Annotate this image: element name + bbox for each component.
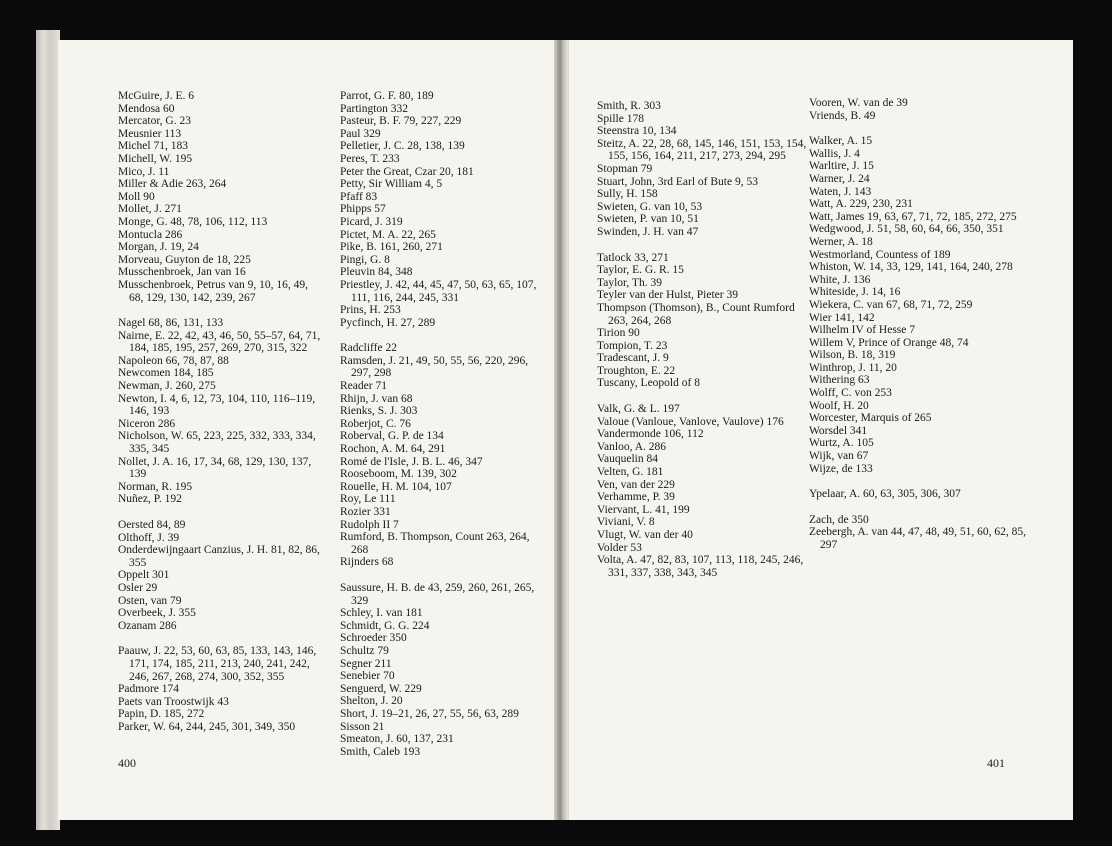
index-entry: Musschenbroek, Jan van 16 — [118, 266, 246, 279]
index-entry: Picard, J. 319 — [340, 215, 403, 228]
index-entry: Watt, James 19, 63, 67, 71, 72, 185, 272, 275 — [809, 210, 1017, 223]
index-entry: Rooseboom, M. 139, 302 — [340, 468, 457, 481]
index-letter-gap — [809, 122, 1034, 135]
index-entry: Warltire, J. 15 — [809, 160, 874, 173]
index-entry: Priestley, J. 42, 44, 45, 47, 50, 63, 65, 107, 111, 116, 244, 245, 331 — [340, 278, 537, 304]
index-entry: Valk, G. & L. 197 — [597, 403, 680, 416]
index-letter-gap — [597, 239, 812, 252]
index-entry: Smith, R. 303 — [597, 100, 661, 112]
index-entry: Winthrop, J. 11, 20 — [809, 361, 897, 374]
index-entry: Phipps 57 — [340, 203, 386, 216]
index-entry: Woolf, H. 20 — [809, 399, 869, 412]
index-entry: Smith, Caleb 193 — [340, 745, 421, 758]
index-entry: Schultz 79 — [340, 644, 389, 657]
index-entry: Steenstra 10, 134 — [597, 125, 677, 138]
index-entry: Taylor, Th. 39 — [597, 276, 662, 289]
index-entry: Paauw, J. 22, 53, 60, 63, 85, 133, 143, 146, 171, 174, 185, 211, 213, 240, 241, 242, 246, 267, 268, 274, 300, 352, 355 — [118, 645, 317, 683]
index-entry: Roberval, G. P. de 134 — [340, 430, 444, 443]
index-entry: Whiston, W. 14, 33, 129, 141, 164, 240, 278 — [809, 261, 1013, 274]
index-entry: Ypelaar, A. 60, 63, 305, 306, 307 — [809, 488, 961, 501]
index-entry: Valoue (Vanloue, Vanlove, Vaulove) 176 — [597, 415, 784, 428]
index-entry: Volder 53 — [597, 541, 642, 554]
index-entry: Ramsden, J. 21, 49, 50, 55, 56, 220, 296, 297, 298 — [340, 354, 529, 380]
right-index-column-2 — [809, 97, 1034, 552]
index-entry: Wurtz, A. 105 — [809, 437, 874, 450]
index-entry: Watt, A. 229, 230, 231 — [809, 198, 913, 211]
index-entry: Rienks, S. J. 303 — [340, 405, 418, 418]
index-entry: Wijze, de 133 — [809, 462, 873, 475]
index-entry: Meusnier 113 — [118, 127, 182, 140]
index-entry: Swinden, J. H. van 47 — [597, 225, 699, 238]
index-entry: Peter the Great, Czar 20, 181 — [340, 165, 474, 178]
index-letter-gap — [118, 506, 323, 519]
index-entry: Partington 332 — [340, 102, 409, 115]
index-entry: Morveau, Guyton de 18, 225 — [118, 253, 251, 266]
index-entry: Monge, G. 48, 78, 106, 112, 113 — [118, 215, 268, 228]
index-entry: Rouelle, H. M. 104, 107 — [340, 480, 452, 493]
index-entry: Padmore 174 — [118, 683, 180, 696]
index-entry: Wiekera, C. van 67, 68, 71, 72, 259 — [809, 298, 973, 311]
index-entry: Shelton, J. 20 — [340, 695, 403, 708]
index-entry: Short, J. 19–21, 26, 27, 55, 56, 63, 289 — [340, 707, 519, 720]
index-entry: Roy, Le 111 — [340, 493, 396, 506]
index-entry: Pasteur, B. F. 79, 227, 229 — [340, 115, 462, 128]
index-entry: Werner, A. 18 — [809, 235, 873, 248]
index-letter-gap — [809, 501, 1034, 514]
index-entry: Pike, B. 161, 260, 271 — [340, 241, 443, 254]
index-entry: Worcester, Marquis of 265 — [809, 412, 932, 425]
index-entry: Volta, A. 47, 82, 83, 107, 113, 118, 245, 246, 331, 337, 338, 343, 345 — [597, 554, 804, 579]
index-entry: Pfaff 83 — [340, 190, 378, 203]
index-entry: Rumford, B. Thompson, Count 263, 264, 268 — [340, 531, 530, 556]
index-entry: Saussure, H. B. de 43, 259, 260, 261, 265, 329 — [340, 581, 535, 607]
index-entry: Reader 71 — [340, 380, 387, 393]
left-page — [58, 40, 555, 820]
index-entry: Spille 178 — [597, 112, 644, 125]
index-entry: Nuñez, P. 192 — [118, 493, 182, 506]
index-entry: Rhijn, J. van 68 — [340, 392, 413, 405]
index-entry: Vooren, W. van de 39 — [809, 97, 908, 109]
index-entry: Verhamme, P. 39 — [597, 491, 675, 504]
index-entry: Tatlock 33, 271 — [597, 251, 669, 264]
index-entry: Osten, van 79 — [118, 594, 182, 607]
index-entry: Morgan, J. 19, 24 — [118, 241, 199, 254]
index-entry: Pelletier, J. C. 28, 138, 139 — [340, 140, 465, 153]
index-entry: Warner, J. 24 — [809, 172, 870, 185]
index-entry: Romé de l'Isle, J. B. L. 46, 347 — [340, 455, 483, 468]
index-entry: Sully, H. 158 — [597, 188, 658, 201]
index-entry: White, J. 136 — [809, 273, 871, 286]
index-entry: Mico, J. 11 — [118, 165, 170, 178]
index-entry: Wolff, C. von 253 — [809, 387, 892, 400]
index-entry: Paets van Troostwijk 43 — [118, 695, 229, 708]
index-entry: Wilhelm IV of Hesse 7 — [809, 324, 915, 337]
index-letter-gap — [118, 632, 323, 645]
index-entry: Oppelt 301 — [118, 569, 170, 582]
index-entry: Oersted 84, 89 — [118, 519, 186, 531]
index-entry: Viviani, V. 8 — [597, 516, 655, 529]
left-index-column-1 — [118, 90, 323, 734]
index-entry: Vriends, B. 49 — [809, 109, 876, 122]
index-entry: Rozier 331 — [340, 506, 391, 518]
index-entry: Nagel 68, 86, 131, 133 — [118, 317, 224, 330]
index-entry: Thompson (Thomson), B., Count Rumford 263, 264, 268 — [597, 301, 795, 327]
index-entry: Michell, W. 195 — [118, 152, 193, 165]
index-entry: Pingi, G. 8 — [340, 253, 390, 266]
index-entry: Teyler van der Hulst, Pieter 39 — [597, 289, 738, 302]
index-entry: Paul 329 — [340, 127, 381, 140]
index-entry: Schroeder 350 — [340, 632, 407, 645]
index-entry: Parker, W. 64, 244, 245, 301, 349, 350 — [118, 720, 296, 733]
index-entry: Zach, de 350 — [809, 513, 869, 526]
index-entry: Smeaton, J. 60, 137, 231 — [340, 733, 454, 746]
index-entry: Viervant, L. 41, 199 — [597, 503, 690, 516]
index-entry: Radcliffe 22 — [340, 342, 397, 355]
index-entry: Newcomen 184, 185 — [118, 367, 214, 380]
index-entry: Nairne, E. 22, 42, 43, 46, 50, 55–57, 64, 71, 184, 185, 195, 257, 269, 270, 315, 322 — [118, 329, 321, 355]
index-entry: Stopman 79 — [597, 162, 653, 175]
index-entry: Nicholson, W. 65, 223, 225, 332, 333, 334, 335, 345 — [118, 430, 316, 456]
index-entry: Tompion, T. 23 — [597, 339, 668, 352]
index-entry: Pleuvin 84, 348 — [340, 266, 413, 279]
index-entry: Vanloo, A. 286 — [597, 440, 666, 453]
index-entry: Westmorland, Countess of 189 — [809, 248, 951, 261]
index-entry: Velten, G. 181 — [597, 466, 664, 479]
index-letter-gap — [340, 329, 545, 342]
index-entry: Tuscany, Leopold of 8 — [597, 377, 700, 390]
index-entry: Tirion 90 — [597, 327, 640, 340]
right-index-column-1 — [597, 100, 812, 579]
index-entry: Norman, R. 195 — [118, 480, 193, 493]
index-entry: Segner 211 — [340, 657, 392, 670]
index-entry: Prins, H. 253 — [340, 304, 401, 317]
index-entry: Mercator, G. 23 — [118, 115, 191, 128]
index-entry: Tradescant, J. 9 — [597, 352, 669, 365]
index-entry: Troughton, E. 22 — [597, 364, 676, 377]
index-entry: Michel 71, 183 — [118, 140, 188, 153]
index-entry: Wedgwood, J. 51, 58, 60, 64, 66, 350, 351 — [809, 223, 1004, 236]
index-entry: Ven, van der 229 — [597, 478, 675, 491]
index-entry: Napoleon 66, 78, 87, 88 — [118, 354, 229, 367]
index-entry: Wilson, B. 18, 319 — [809, 349, 896, 362]
index-letter-gap — [118, 304, 323, 317]
index-entry: Olthoff, J. 39 — [118, 531, 180, 544]
index-entry: Schley, I. van 181 — [340, 607, 423, 620]
index-entry: Vauquelin 84 — [597, 453, 659, 466]
index-entry: Wallis, J. 4 — [809, 147, 860, 160]
index-entry: Parrot, G. F. 80, 189 — [340, 90, 434, 102]
index-entry: Waten, J. 143 — [809, 185, 872, 198]
index-entry: Pycfinch, H. 27, 289 — [340, 316, 436, 329]
index-entry: Wijk, van 67 — [809, 450, 869, 463]
index-entry: Whiteside, J. 14, 16 — [809, 286, 901, 299]
index-entry: Rudolph II 7 — [340, 518, 399, 531]
index-entry: Roberjot, C. 76 — [340, 417, 411, 430]
index-entry: Newman, J. 260, 275 — [118, 380, 216, 393]
index-entry: Walker, A. 15 — [809, 135, 873, 148]
index-entry: Musschenbroek, Petrus van 9, 10, 16, 49, 68, 129, 130, 142, 239, 267 — [118, 278, 309, 304]
left-index-column-2 — [340, 90, 545, 758]
index-entry: Ozanam 286 — [118, 619, 177, 632]
index-entry: Swieten, G. van 10, 53 — [597, 200, 703, 213]
index-entry: Niceron 286 — [118, 417, 176, 430]
index-entry: Steitz, A. 22, 28, 68, 145, 146, 151, 153, 154, 155, 156, 164, 211, 217, 273, 294, 295 — [597, 137, 807, 163]
index-entry: Moll 90 — [118, 190, 155, 203]
index-entry: Willem V, Prince of Orange 48, 74 — [809, 336, 969, 349]
index-entry: Senebier 70 — [340, 670, 395, 683]
index-entry: Withering 63 — [809, 374, 870, 387]
index-entry: Rijnders 68 — [340, 556, 394, 569]
right-page-number: 401 — [987, 756, 1005, 770]
index-entry: Osler 29 — [118, 581, 158, 594]
index-letter-gap — [597, 390, 812, 403]
index-entry: Miller & Adie 263, 264 — [118, 178, 227, 191]
index-entry: Wier 141, 142 — [809, 311, 875, 324]
index-entry: Pictet, M. A. 22, 265 — [340, 228, 436, 241]
index-entry: Nollet, J. A. 16, 17, 34, 68, 129, 130, 137, 139 — [118, 455, 312, 481]
left-page-number: 400 — [118, 756, 136, 770]
index-entry: Overbeek, J. 355 — [118, 607, 196, 620]
index-entry: Swieten, P. van 10, 51 — [597, 213, 699, 226]
index-entry: Peres, T. 233 — [340, 152, 400, 165]
index-entry: Taylor, E. G. R. 15 — [597, 264, 684, 277]
index-letter-gap — [340, 569, 545, 582]
index-entry: Senguerd, W. 229 — [340, 682, 422, 695]
index-entry: Zeebergh, A. van 44, 47, 48, 49, 51, 60, 62, 85, 297 — [809, 526, 1026, 551]
index-entry: Rochon, A. M. 64, 291 — [340, 443, 446, 456]
index-entry: McGuire, J. E. 6 — [118, 90, 195, 102]
index-entry: Vandermonde 106, 112 — [597, 428, 704, 441]
index-entry: Worsdel 341 — [809, 424, 868, 437]
index-entry: Newton, I. 4, 6, 12, 73, 104, 110, 116–119, 146, 193 — [118, 392, 316, 418]
index-entry: Mollet, J. 271 — [118, 203, 182, 216]
index-letter-gap — [809, 475, 1034, 488]
index-entry: Schmidt, G. G. 224 — [340, 619, 430, 632]
book-gutter — [554, 40, 568, 820]
index-entry: Montucla 286 — [118, 228, 183, 241]
index-entry: Mendosa 60 — [118, 102, 175, 115]
index-entry: Stuart, John, 3rd Earl of Bute 9, 53 — [597, 175, 758, 188]
index-entry: Petty, Sir William 4, 5 — [340, 178, 443, 191]
index-entry: Papin, D. 185, 272 — [118, 708, 205, 721]
index-entry: Onderdewijngaart Canzius, J. H. 81, 82, 86, 355 — [118, 544, 320, 569]
index-entry: Vlugt, W. van der 40 — [597, 529, 693, 541]
page-edges — [36, 30, 60, 830]
right-page — [568, 40, 1073, 820]
index-entry: Sisson 21 — [340, 720, 385, 733]
